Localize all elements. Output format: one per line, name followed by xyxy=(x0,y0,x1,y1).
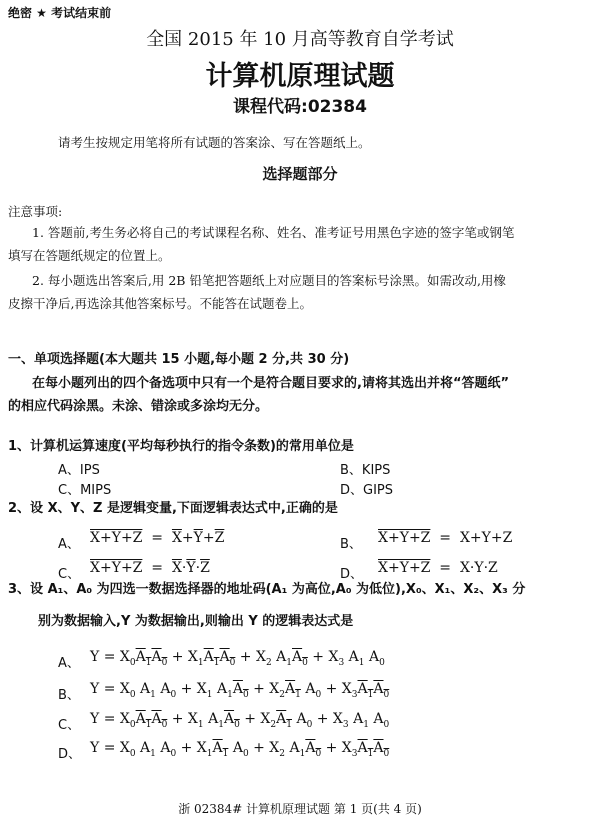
q3-option-c-expr: $Y = X_0A_1A_0 + X_1$ $A_1A_0 + X_2A_1$ $A_0 + X_3$ $A_1$ $A_0$ xyxy=(90,711,390,730)
part1-instruction-line-2: 的相应代码涂黑。未涂、错涂或多涂均无分。 xyxy=(8,399,269,414)
section-title: 选择题部分 xyxy=(262,165,338,183)
q2-option-d-expr: X+Y+Z = X·Y·Z xyxy=(378,560,498,576)
q3-option-d-expr: $Y = X_0$ $A_1$ $A_0 + X_1A_1$ $A_0 + X_2$ $A_1A_0 + X_3A_1A_0$ xyxy=(90,740,390,759)
q1-option-b: B、KIPS xyxy=(340,463,391,478)
q2-option-d-label: D、 xyxy=(340,567,364,582)
answer-instruction: 请考生按规定用笔将所有试题的答案涂、写在答题纸上。 xyxy=(58,135,371,150)
q2-option-c-label: C、 xyxy=(58,567,81,582)
exam-line: 全国 2015 年 10 月高等教育自学考试 xyxy=(146,29,454,50)
q3-stem-line-2: 别为数据输入,Y 为数据输出,则输出 Y 的逻辑表达式是 xyxy=(38,614,354,629)
q2-option-c-expr: $X+Y+Z = \overline{X}\cdot\overline{Y}\cdot\overline{Z}$ xyxy=(90,560,210,576)
q3-option-a-label: A、 xyxy=(58,656,80,671)
note-2-line-2: 皮擦干净后,再选涂其他答案标号。不能答在试题卷上。 xyxy=(8,296,312,311)
note-2-line-1: 2. 每小题选出答案后,用 2B 铅笔把答题纸上对应题目的答案标号涂黑。如需改动,用橡 xyxy=(32,273,506,288)
q1-option-c: C、MIPS xyxy=(58,483,112,498)
course-code: 课程代码:02384 xyxy=(233,97,367,117)
note-1-line-1: 1. 答题前,考生务必将自己的考试课程名称、姓名、准考证号用黑色字迹的签字笔或钢笔 xyxy=(32,225,515,240)
q2-option-a-label: A、 xyxy=(58,537,80,552)
q2-option-a-expr: $X+Y+Z = \overline{X}+\overline{Y}+\overline{Z}$ xyxy=(90,530,225,546)
q3-option-b-expr: $Y = X_0$ $A_1$ $A_0 + X_1$ $A_1A_0 + X_2A_1$ $A_0 + X_3A_1A_0$ xyxy=(90,681,390,700)
q2-option-b-expr: X+Y+Z = X+Y+Z xyxy=(378,530,513,546)
q3-option-b-label: B、 xyxy=(58,688,80,703)
q2-option-b-label: B、 xyxy=(340,537,362,552)
q1-option-d: D、GIPS xyxy=(340,483,394,498)
q2-stem: 2、设 X、Y、Z 是逻辑变量,下面逻辑表达式中,正确的是 xyxy=(8,501,338,516)
note-1-line-2: 填写在答题纸规定的位置上。 xyxy=(8,248,171,263)
q1-stem: 1、计算机运算速度(平均每秒执行的指令条数)的常用单位是 xyxy=(8,439,354,454)
secret-label: 绝密 ★ 考试结束前 xyxy=(8,6,112,20)
part1-heading: 一、单项选择题(本大题共 15 小题,每小题 2 分,共 30 分) xyxy=(8,352,350,367)
notes-title: 注意事项: xyxy=(8,204,63,219)
q3-option-d-label: D、 xyxy=(58,747,82,762)
q3-option-a-expr: $Y = X_0A_1A_0 + X_1A_1A_0 + X_2$ $A_1A_0 + X_3$ $A_1$ $A_0$ xyxy=(90,649,385,668)
part1-instruction-line-1: 在每小题列出的四个备选项中只有一个是符合题目要求的,请将其选出并将“答题纸” xyxy=(32,376,510,391)
page-footer: 浙 02384# 计算机原理试题 第 1 页(共 4 页) xyxy=(178,802,422,816)
q1-option-a: A、IPS xyxy=(58,463,100,478)
q3-option-c-label: C、 xyxy=(58,718,81,733)
page-title: 计算机原理试题 xyxy=(205,61,395,92)
q3-stem-line-1: 3、设 A₁、A₀ 为四选一数据选择器的地址码(A₁ 为高位,A₀ 为低位),X₀、X₁、X₂、X₃ 分 xyxy=(8,582,526,597)
